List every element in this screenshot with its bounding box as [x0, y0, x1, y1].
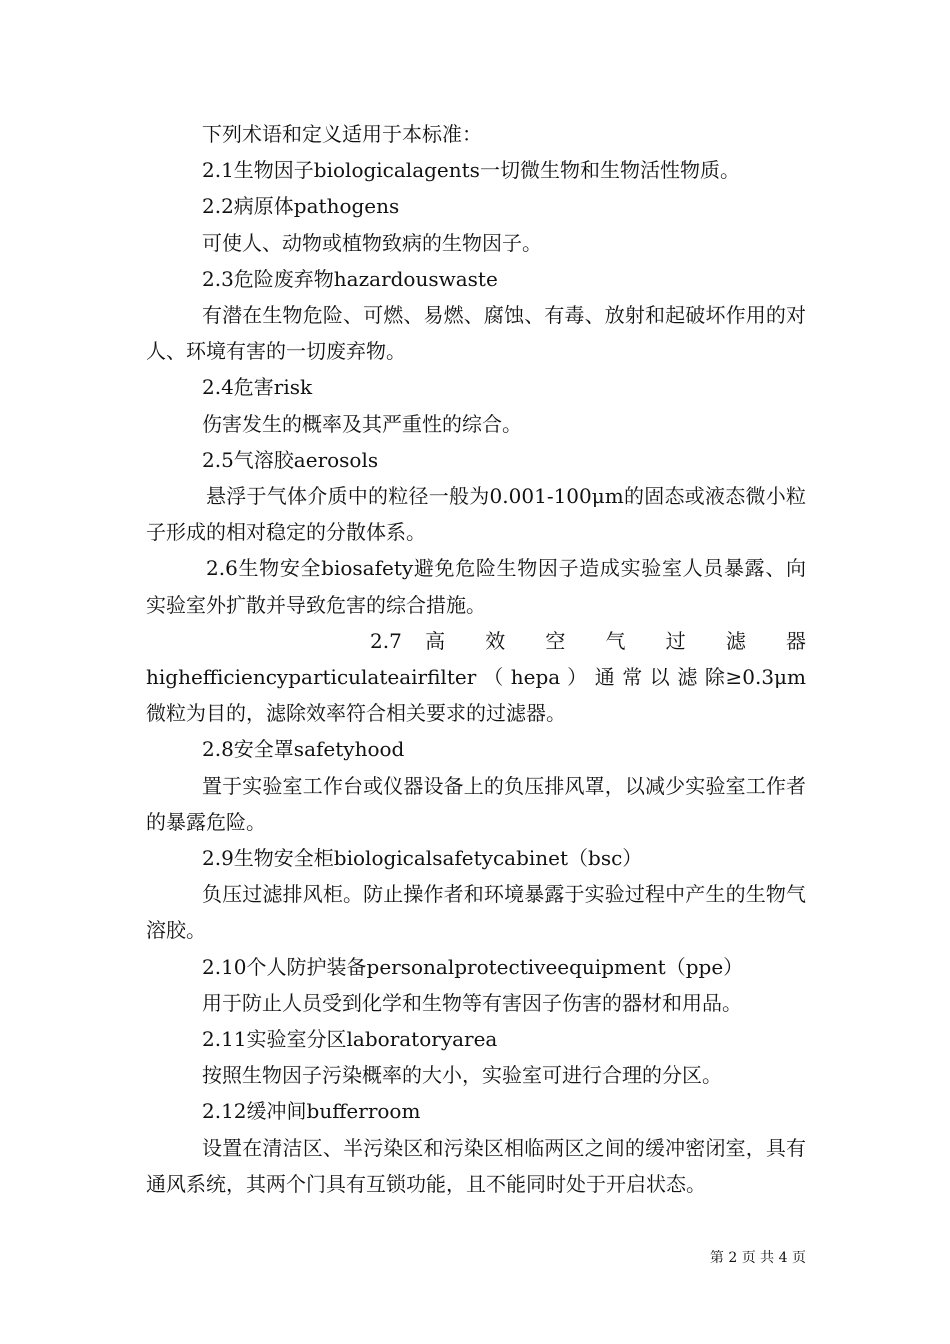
document-body — [146, 116, 806, 1202]
term-2-5-heading: 2.5气溶胶aerosols — [202, 447, 379, 472]
term-2-1: 2.1生物因子biologicalagents一切微生物和生物活性物质。 — [202, 158, 740, 183]
term-2-4-definition: 伤害发生的概率及其严重性的综合。 — [202, 411, 522, 436]
term-2-6: 2.6生物安全biosafety避免危险生物因子造成实验室人员暴露、向实验室外扩散并导致危害的综合措施。 — [146, 556, 806, 617]
term-2-3-definition: 有潜在生物危险、可燃、易燃、腐蚀、有毒、放射和起破坏作用的对人、环境有害的一切废弃物。 — [146, 303, 806, 364]
term-2-8-definition: 置于实验室工作台或仪器设备上的负压排风罩，以减少实验室工作者的暴露危险。 — [146, 773, 806, 834]
term-2-10-heading: 2.10个人防护装备personalprotectiveequipment（ppe） — [202, 954, 744, 979]
paragraph-intro: 下列术语和定义适用于本标准： — [202, 122, 482, 146]
term-2-10-definition: 用于防止人员受到化学和生物等有害因子伤害的器材和用品。 — [202, 990, 742, 1015]
term-2-2-definition: 可使人、动物或植物致病的生物因子。 — [202, 230, 542, 255]
term-2-8-heading: 2.8安全罩safetyhood — [202, 737, 405, 762]
page-number: 第 2 页 共 4 页 — [709, 1250, 806, 1266]
term-2-12-heading: 2.12缓冲间bufferroom — [202, 1099, 421, 1124]
term-2-12-definition: 设置在清洁区、半污染区和污染区相临两区之间的缓冲密闭室，具有通风系统，其两个门具有互锁功能，且不能同时处于开启状态。 — [146, 1135, 806, 1196]
term-2-7-heading: 2.7 高 效 空 气 过 滤 器 — [370, 628, 806, 653]
term-2-9-definition: 负压过滤排风柜。防止操作者和环境暴露于实验过程中产生的生物气溶胶。 — [146, 882, 806, 943]
term-2-9-heading: 2.9生物安全柜biologicalsafetycabinet（bsc） — [202, 846, 643, 871]
term-2-4-heading: 2.4危害risk — [202, 375, 313, 400]
term-2-3-heading: 2.3危险废弃物hazardouswaste — [202, 266, 498, 291]
term-2-2-heading: 2.2病原体pathogens — [202, 194, 400, 219]
term-2-7-definition: highefficiencyparticulateairfilter （ hepa ） 通 常 以 滤 除≥0.3μm微粒为目的，滤除效率符合相关要求的过滤器。 — [146, 665, 806, 726]
term-2-5-definition: 悬浮于气体介质中的粒径一般为0.001-100μm的固态或液态微小粒子形成的相对稳定的分散体系。 — [146, 484, 806, 545]
term-2-11-definition: 按照生物因子污染概率的大小，实验室可进行合理的分区。 — [202, 1063, 722, 1088]
term-2-11-heading: 2.11实验室分区laboratoryarea — [202, 1027, 498, 1052]
